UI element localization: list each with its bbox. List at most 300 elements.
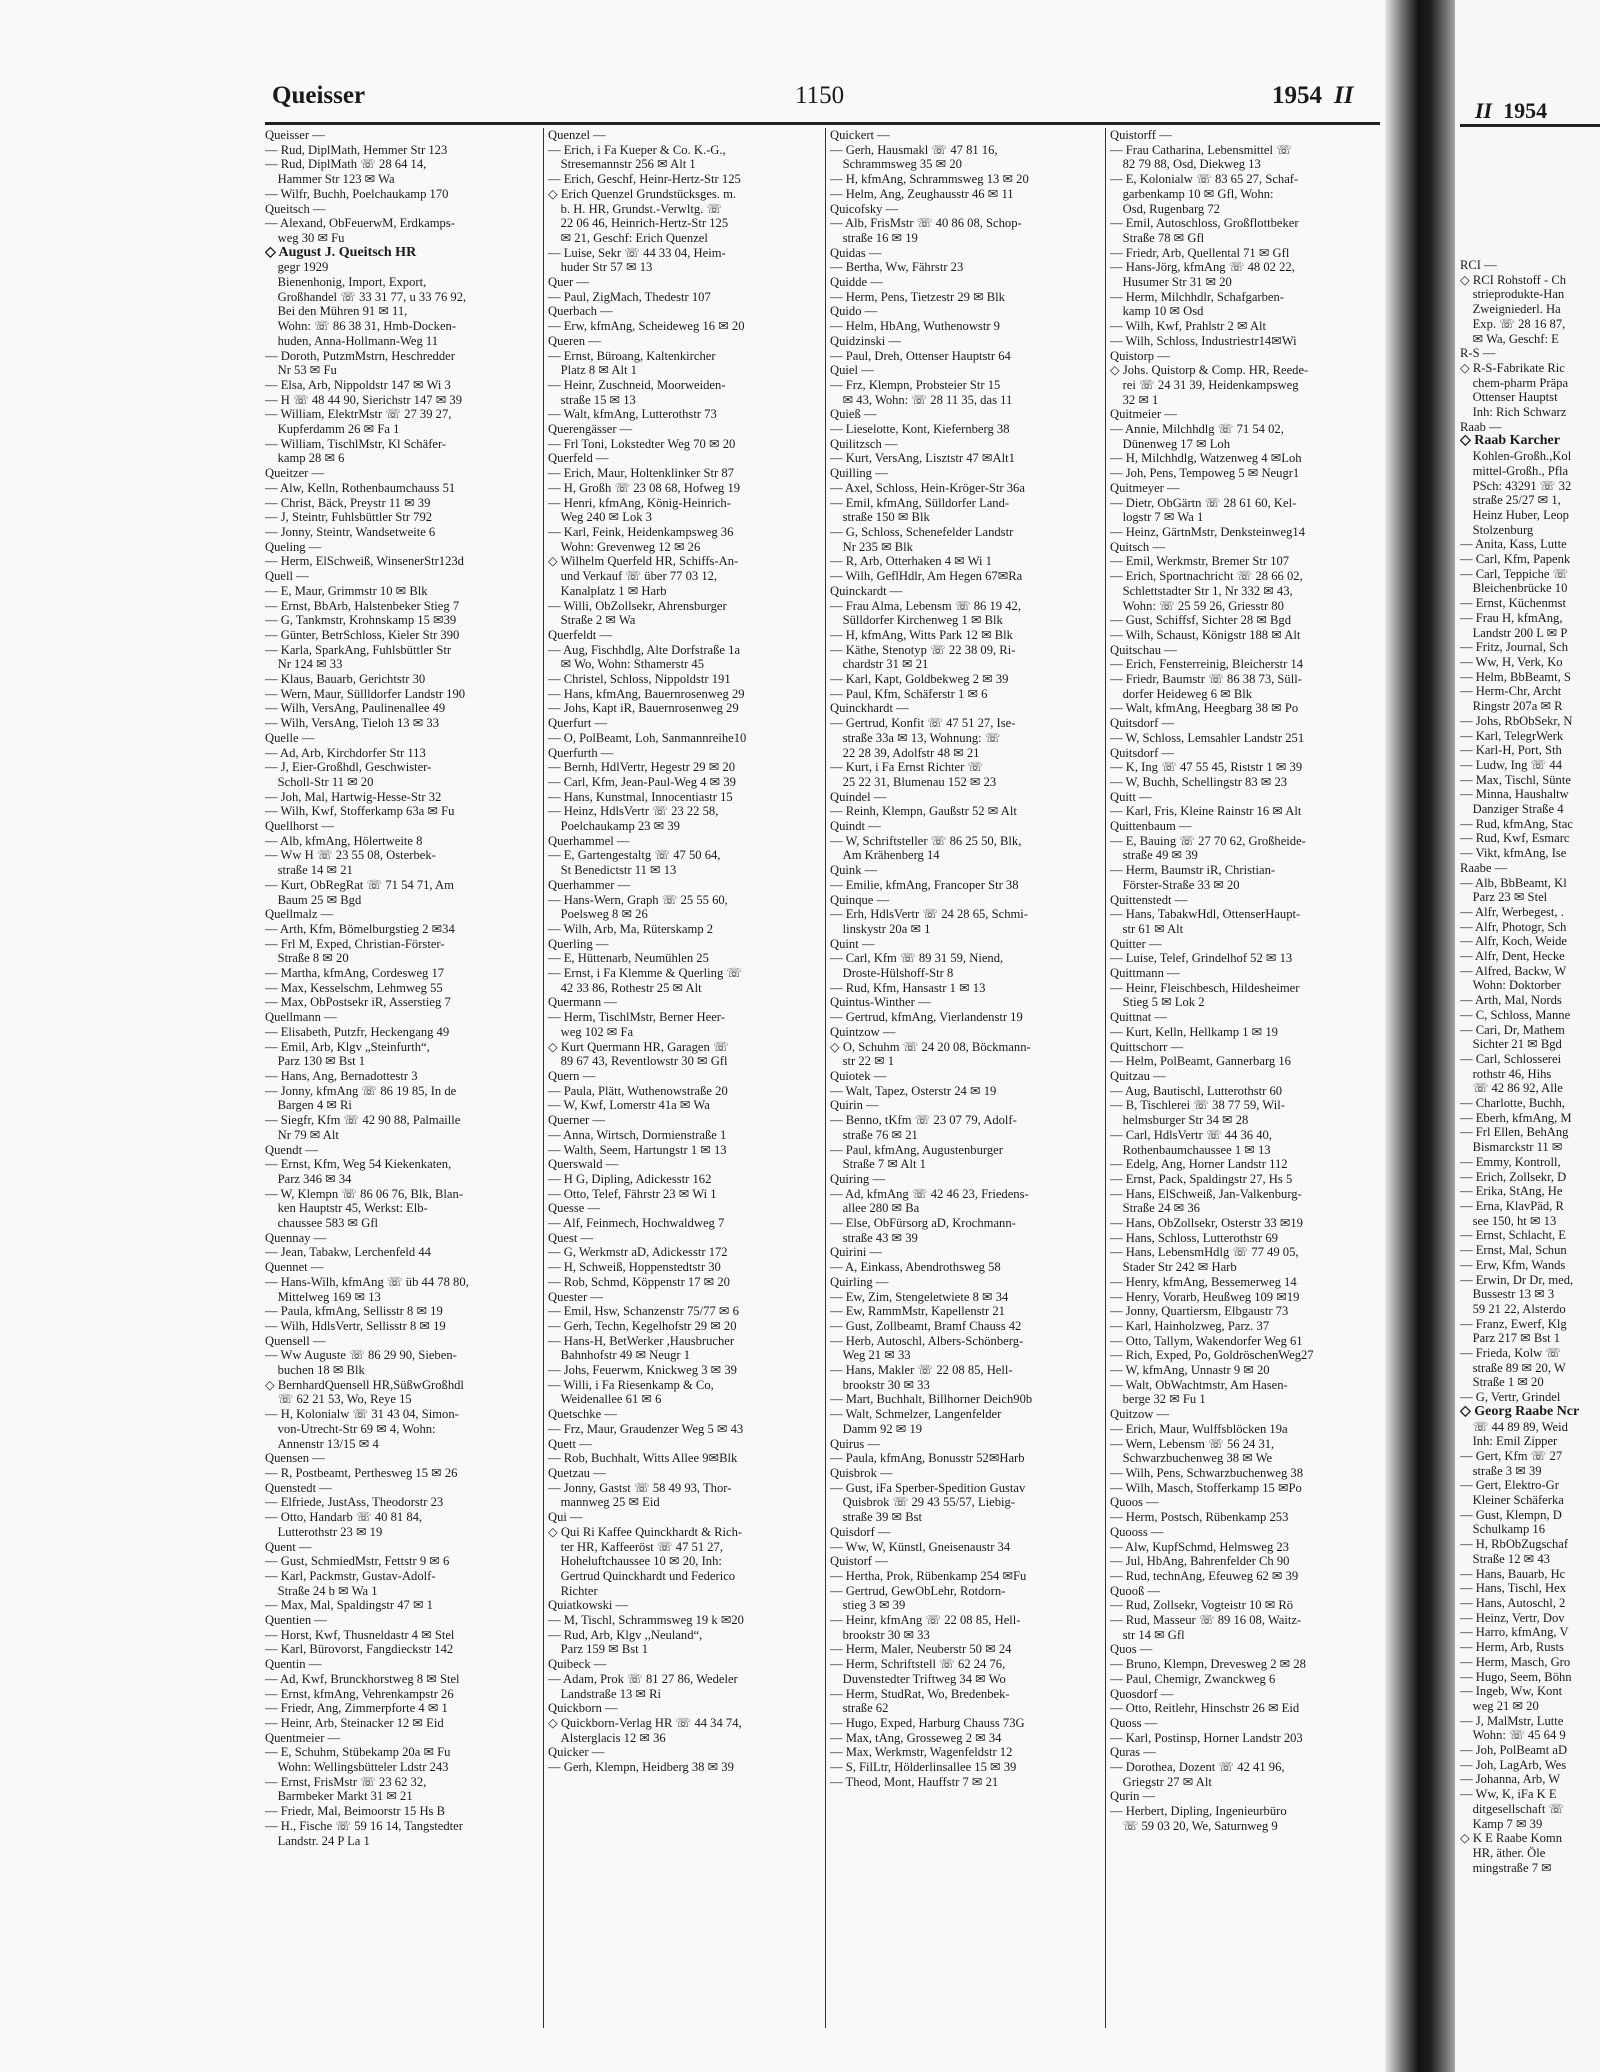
directory-entry-line: — Otto, Telef, Fährstr 23 ✉ Wi 1 — [548, 1186, 717, 1201]
directory-entry-line: — Joh, LagArb, Wes — [1460, 1757, 1567, 1772]
directory-entry-line: Quindel — — [830, 789, 887, 804]
directory-entry-line: — R, Postbeamt, Perthesweg 15 ✉ 26 — [265, 1465, 458, 1480]
directory-entry-line: Gertrud Quinckhardt und Federico — [548, 1568, 736, 1583]
directory-entry-line: — Wilh, Arb, Ma, Rüterskamp 2 — [548, 921, 714, 936]
directory-entry-line: — Herm-Chr, Archt — [1460, 684, 1562, 699]
directory-entry-line: — Franz, Ewerf, Klg — [1460, 1316, 1567, 1331]
right-header-rule — [1460, 124, 1600, 127]
directory-entry-line: — Klaus, Bauarb, Gerichtstr 30 — [265, 672, 426, 687]
directory-entry-line: — E, Gartengestaltg ☏ 47 50 64, — [548, 848, 721, 863]
directory-entry-line: — Willi, ObZollsekr, Ahrensburger — [548, 598, 727, 613]
directory-entry-line: — Hans, Bauarb, Hc — [1460, 1566, 1566, 1581]
directory-entry-line: Quickborn — — [548, 1701, 618, 1716]
directory-entry-line: Weg 240 ✉ Lok 3 — [548, 510, 652, 525]
directory-entry-line: ◇ RCI Rohstoff - Ch — [1460, 272, 1567, 287]
directory-entry-line: — Henry, Vorarb, Heußweg 109 ✉19 — [1110, 1289, 1300, 1304]
directory-entry-line: — Ernst, Mal, Schun — [1460, 1243, 1567, 1258]
directory-entry-line: — Ww H ☏ 23 55 08, Osterbek- — [265, 848, 436, 863]
directory-entry-line: — Erika, StAng, He — [1460, 1184, 1563, 1199]
directory-entry-line: 89 67 43, Reventlowstr 30 ✉ Gfl — [548, 1054, 728, 1069]
directory-entry-line: Stader Str 242 ✉ Harb — [1110, 1260, 1237, 1275]
directory-entry-line: — J, Eier-Großhdl, Geschwister- — [265, 760, 432, 775]
directory-entry-line: Quoss — — [1110, 1715, 1158, 1730]
directory-entry-line: — H, kfmAng, Schrammsweg 13 ✉ 20 — [830, 172, 1029, 187]
directory-entry-line: Quinckhardt — — [830, 701, 909, 716]
directory-entry-line: — J, MalMstr, Lutte — [1460, 1713, 1564, 1728]
directory-entry-line: rei ☏ 24 31 39, Heidenkampsweg — [1110, 377, 1299, 392]
directory-entry-line: HR, äther. Öle — [1460, 1845, 1546, 1860]
directory-entry-line: — Herm, Masch, Gro — [1460, 1654, 1571, 1669]
directory-entry-line: — Heinr, Arb, Steinacker 12 ✉ Eid — [265, 1715, 444, 1730]
directory-entry-line: — Alfr, Werbegest, . — [1460, 904, 1564, 919]
directory-entry-line: — Christ, Bäck, Preystr 11 ✉ 39 — [265, 495, 431, 510]
directory-entry-line: linskystr 20a ✉ 1 — [830, 921, 931, 936]
directory-entry-line: — Christel, Schloss, Nippoldstr 191 — [548, 672, 731, 687]
directory-entry-line: ☏ 44 89 89, Weid — [1460, 1419, 1568, 1434]
directory-entry-line: Baum 25 ✉ Bgd — [265, 892, 362, 907]
directory-entry-line: Quiotek — — [830, 1069, 887, 1083]
directory-entry-line: — Erich, Maur, Wulffsblöcken 19a — [1110, 1421, 1288, 1436]
directory-entry-line: — Eberh, kfmAng, M — [1460, 1110, 1572, 1125]
directory-entry-line: — Hans, Tischl, Hex — [1460, 1581, 1567, 1596]
directory-entry-line: — Herm, Arb, Rusts — [1460, 1640, 1564, 1655]
directory-entry-line: — Paula, Plätt, Wuthenowstraße 20 — [548, 1083, 728, 1098]
directory-entry-line: — Herm, StudRat, Wo, Bredenbek- — [830, 1686, 1010, 1701]
directory-entry-line: — Wilh, Schloss, Industriestr14✉Wi — [1110, 333, 1297, 348]
directory-entry-line: — E, Kolonialw ☏ 83 65 27, Schaf- — [1110, 172, 1299, 187]
directory-entry-line: Kupferdamm 26 ✉ Fa 1 — [265, 422, 400, 437]
directory-entry-line: St Benedictstr 11 ✉ 13 — [548, 863, 677, 878]
directory-entry-line: Quenzel — — [548, 128, 606, 142]
directory-entry-line: — Karl, TelegrWerk — [1460, 728, 1564, 743]
directory-entry-line: Quell — — [265, 569, 309, 584]
directory-entry-line: — Cari, Dr, Mathem — [1460, 1022, 1565, 1037]
directory-entry-line: — E, Schuhm, Stübekamp 20a ✉ Fu — [265, 1745, 451, 1760]
directory-entry-line: — Alfr, Koch, Weide — [1460, 934, 1568, 949]
directory-entry-line: Dünenweg 17 ✉ Loh — [1110, 436, 1231, 451]
directory-entry-line: Wohn: ☏ 45 64 9 — [1460, 1728, 1566, 1743]
directory-entry-line: — Elsa, Arb, Nippoldstr 147 ✉ Wi 3 — [265, 377, 451, 392]
directory-entry-line: ◇ Johs. Quistorp & Comp. HR, Reede- — [1110, 363, 1309, 378]
directory-entry-line: — Adam, Prok ☏ 81 27 86, Wedeler — [548, 1671, 738, 1686]
directory-entry-line: — Emil, Arb, Klgv „Steinfurth“, — [265, 1039, 430, 1054]
directory-entry-line: Wohn: Wellingsbütteler Ldstr 243 — [265, 1760, 449, 1775]
directory-entry-line: Kamp 7 ✉ 39 — [1460, 1816, 1543, 1831]
directory-entry-line: Großhandel ☏ 33 31 77, u 33 76 92, — [265, 289, 467, 304]
directory-entry-line: str 61 ✉ Alt — [1110, 921, 1184, 936]
directory-entry-line: — Jonny, Gastst ☏ 58 49 93, Thor- — [548, 1480, 732, 1495]
directory-entry-line: — Paul, ZigMach, Thedestr 107 — [548, 289, 711, 304]
directory-entry-line: straße 14 ✉ 21 — [265, 863, 353, 878]
directory-entry-line: Quitter — — [1110, 936, 1162, 951]
directory-entry-line: Bussestr 13 ✉ 3 — [1460, 1287, 1555, 1302]
directory-entry-line: Landstraße 13 ✉ Ri — [548, 1686, 662, 1701]
directory-entry-line: Parz 130 ✉ Bst 1 — [265, 1054, 366, 1069]
directory-entry-line: — Axel, Schloss, Hein-Kröger-Str 36a — [830, 480, 1025, 495]
directory-entry-line: huden, Anna-Hollmann-Weg 11 — [265, 333, 439, 348]
directory-entry-line: Querfeldt — — [548, 627, 612, 642]
directory-entry-line: Quellmann — — [265, 1010, 337, 1025]
directory-entry-line: — Carl, Kfm ☏ 89 31 59, Niend, — [830, 951, 1004, 966]
directory-entry-line: Quentin — — [265, 1657, 322, 1672]
directory-entry-line: — Helm, BbBeamt, S — [1460, 669, 1571, 684]
directory-entry-line: straße 150 ✉ Blk — [830, 510, 930, 525]
directory-entry-line: kamp 28 ✉ 6 — [265, 451, 345, 466]
directory-entry-line: Kleiner Schäferka — [1460, 1493, 1564, 1508]
directory-entry-line: Quesse — — [548, 1201, 601, 1216]
directory-entry-line: — R, Arb, Otterhaken 4 ✉ Wi 1 — [830, 554, 992, 569]
directory-entry-line: Quellmalz — — [265, 907, 334, 922]
directory-entry-line: — Johanna, Arb, W — [1460, 1772, 1561, 1787]
directory-entry-line: — Carl, Kfm, Jean-Paul-Weg 4 ✉ 39 — [548, 774, 736, 789]
directory-entry-line: berge 32 ✉ Fu 1 — [1110, 1392, 1206, 1407]
directory-entry-line: Quitschau — — [1110, 642, 1177, 657]
directory-entry-line: — Mart, Buchhalt, Billhorner Deich90b — [830, 1392, 1033, 1407]
directory-entry-line: — C, Schloss, Manne — [1460, 1007, 1571, 1022]
directory-entry-line: — Friedr, Arb, Quellental 71 ✉ Gfl — [1110, 245, 1290, 260]
directory-entry-line: Quittenstedt — — [1110, 892, 1188, 907]
directory-entry-line: — Hans-Wern, Graph ☏ 25 55 60, — [548, 892, 728, 907]
directory-entry-line: Wohn: ☏ 25 59 26, Griesstr 80 — [1110, 598, 1284, 613]
directory-entry-line: ☏ 42 86 92, Alle — [1460, 1081, 1563, 1096]
directory-entry-line: — Frz, Maur, Graudenzer Weg 5 ✉ 43 — [548, 1421, 744, 1436]
directory-entry-line: — Wilh, Pens, Schwarzbuchenweg 38 — [1110, 1465, 1304, 1480]
directory-entry-line: str 22 ✉ 1 — [830, 1054, 895, 1069]
column-1 — [265, 128, 523, 1848]
directory-entry-line: Bargen 4 ✉ Ri — [265, 1098, 352, 1113]
directory-entry-line: — Heinr, Fleischbesch, Hildesheimer — [1110, 980, 1300, 995]
directory-entry-line: Quitmeyer — — [1110, 480, 1180, 495]
directory-entry-line: — Hans-H, BetWerker ,Hausbrucher — [548, 1333, 735, 1348]
directory-entry-line: — Edelg, Ang, Horner Landstr 112 — [1110, 1157, 1288, 1172]
directory-entry-line: — Walt, kfmAng, Lutterothstr 73 — [548, 407, 717, 422]
directory-entry-line: — Henri, kfmAng, König-Heinrich- — [548, 495, 731, 510]
directory-entry-line: Raab — — [1460, 419, 1502, 434]
directory-entry-line: Zweigniederl. Ha — [1460, 302, 1561, 317]
directory-entry-line: — J, Steintr, Fuhlsbüttler Str 792 — [265, 510, 433, 525]
directory-entry-line: chem-pharm Präpa — [1460, 375, 1569, 390]
directory-entry-line: — Käthe, Stenotyp ☏ 22 38 09, Ri- — [830, 642, 1016, 657]
directory-entry-line: — Annie, Milchhdlg ☏ 71 54 02, — [1110, 422, 1284, 437]
directory-entry-line: — Kurt, VersAng, Lisztstr 47 ✉Alt1 — [830, 451, 1015, 466]
directory-entry-line: Hammer Str 123 ✉ Wa — [265, 172, 395, 187]
directory-entry-line: — H., Fische ☏ 59 16 14, Tangstedter — [265, 1818, 463, 1833]
directory-entry-line: — Willi, i Fa Riesenkamp & Co, — [548, 1377, 714, 1392]
directory-entry-line: Quistorff — — [1110, 128, 1172, 142]
running-head-name: Queisser — [272, 82, 366, 109]
directory-entry-line: — A, Einkass, Abendrothsweg 58 — [830, 1260, 1001, 1275]
directory-entry-line: Nr 79 ✉ Alt — [265, 1127, 339, 1142]
directory-entry-line: — Aug, Fischhdlg, Alte Dorfstraße 1a — [548, 642, 741, 657]
directory-entry-line: — Erwin, Dr Dr, med, — [1460, 1272, 1574, 1287]
directory-entry-line: Quisbrok ☏ 29 43 55/57, Liebig- — [830, 1495, 1016, 1510]
directory-entry-line: — Hans, kfmAng, Bauernrosenweg 29 — [548, 686, 745, 701]
directory-entry-line: — Wern, Maur, Süllldorfer Landstr 190 — [265, 686, 466, 701]
directory-entry-line: — Joh, Pens, Tempoweg 5 ✉ Neugr1 — [1110, 466, 1300, 481]
directory-entry-line: Querhammel — — [548, 833, 630, 848]
directory-entry-line: chaussee 583 ✉ Gfl — [265, 1216, 379, 1231]
directory-entry-line: — Else, ObFürsorg aD, Krochmann- — [830, 1216, 1016, 1231]
directory-entry-line: — Hans, LebensmHdlg ☏ 77 49 05, — [1110, 1245, 1299, 1260]
directory-entry-line: — Max, ObPostsekr iR, Asserstieg 7 — [265, 995, 451, 1010]
directory-entry-line: Quilling — — [830, 466, 888, 481]
directory-entry-line: Schulkamp 16 — [1460, 1522, 1546, 1537]
directory-entry-line: — Gertrud, Konfit ☏ 47 51 27, Ise- — [830, 716, 1016, 731]
directory-entry-line: — Jul, HbAng, Bahrenfelder Ch 90 — [1110, 1554, 1290, 1569]
part-label: II — [1334, 82, 1354, 109]
directory-entry-line: — Lieselotte, Kont, Kiefernberg 38 — [830, 422, 1010, 437]
directory-entry-line: helmsburger Str 34 ✉ 28 — [1110, 1113, 1249, 1128]
directory-entry-line: Quellhorst — — [265, 819, 334, 834]
directory-entry-line: — Herm, Maler, Neuberstr 50 ✉ 24 — [830, 1642, 1012, 1657]
directory-entry-line: — Ernst, Schlacht, E — [1460, 1228, 1566, 1243]
directory-entry-line: Schlettstadter Str 1, Nr 332 ✉ 43, — [1110, 583, 1293, 598]
directory-entry-line: Bahnhofstr 49 ✉ Neugr 1 — [548, 1348, 691, 1363]
directory-entry-line: — Wilh, Masch, Stofferkamp 15 ✉Po — [1110, 1480, 1302, 1495]
directory-entry-line: — Aug, Bautischl, Lutterothstr 60 — [1110, 1083, 1283, 1098]
directory-entry-line: — B, Tischlerei ☏ 38 77 59, Wil- — [1110, 1098, 1285, 1113]
directory-entry-line: chardstr 31 ✉ 21 — [830, 657, 929, 672]
directory-entry-line: — Rob, Schmd, Köppenstr 17 ✉ 20 — [548, 1274, 730, 1289]
directory-entry-line: — Anita, Kass, Lutte — [1460, 537, 1567, 552]
directory-entry-line: Querengässer — — [548, 422, 633, 437]
right-year-label: 1954 — [1503, 98, 1548, 123]
directory-entry-line: — Rud, DiplMath, Hemmer Str 123 — [265, 142, 448, 157]
directory-entry-line: — Ernst, FrisMstr ☏ 23 62 32, — [265, 1774, 427, 1789]
directory-entry-line: straße 76 ✉ 21 — [830, 1127, 918, 1142]
directory-entry-line: Stresemannstr 256 ✉ Alt 1 — [548, 157, 696, 172]
directory-entry-line: — Alw, KupfSchmd, Helmsweg 23 — [1110, 1539, 1289, 1554]
directory-entry-line: — Rud, Masseur ☏ 89 16 08, Waitz- — [1110, 1613, 1302, 1628]
directory-entry-line: Wohn: Doktorber — [1460, 978, 1561, 993]
directory-entry-line: — Wilh, Schaust, Königstr 188 ✉ Alt — [1110, 627, 1301, 642]
directory-entry-line: straße 39 ✉ Bst — [830, 1510, 923, 1525]
directory-entry-line: Quoos — — [1110, 1495, 1159, 1510]
directory-entry-line: ◇ Quickborn-Verlag HR ☏ 44 34 74, — [548, 1715, 742, 1730]
directory-entry-line: Quintus-Winther — — [830, 995, 931, 1010]
directory-entry-line: — Herb, Autoschl, Albers-Schönberg- — [830, 1333, 1024, 1348]
directory-entry-line: — Alb, BbBeamt, Kl — [1460, 875, 1567, 890]
directory-entry-line: — Bruno, Klempn, Drevesweg 2 ✉ 28 — [1110, 1657, 1306, 1672]
directory-entry-line: Inh: Rich Schwarz — [1460, 405, 1567, 420]
directory-entry-line: Querfurt — — [548, 716, 608, 731]
directory-entry-line: — Max, tAng, Grosseweg 2 ✉ 34 — [830, 1730, 1002, 1745]
directory-entry-line: straße 33a ✉ 13, Wohnung: ☏ — [830, 730, 1001, 745]
directory-entry-line: Bei den Mühren 91 ✉ 11, — [265, 304, 408, 319]
directory-entry-line: 22 06 46, Heinrich-Hertz-Str 125 — [548, 216, 729, 231]
directory-entry-line: Wohn: Grevenweg 12 ✉ 26 — [548, 539, 701, 554]
directory-entry-line: Quittnat — — [1110, 1010, 1168, 1025]
directory-entry-line: PSch: 43291 ☏ 32 — [1460, 478, 1572, 493]
directory-entry-line: Parz 346 ✉ 34 — [265, 1171, 352, 1186]
directory-entry-line: — Gert, Elektro-Gr — [1460, 1478, 1559, 1493]
directory-entry-line: Ottenser Hauptst — [1460, 390, 1558, 405]
directory-entry-line: Nr 235 ✉ Blk — [830, 539, 913, 554]
directory-entry-line: Qui — — [548, 1510, 583, 1525]
directory-entry-line: Bleichenbrücke 10 — [1460, 581, 1568, 596]
directory-entry-line: — Frl Toni, Lokstedter Weg 70 ✉ 20 — [548, 436, 736, 451]
directory-entry-line: straße 16 ✉ 19 — [830, 230, 918, 245]
directory-entry-line: str 14 ✉ Gfl — [1110, 1627, 1185, 1642]
header-rule — [265, 122, 1380, 125]
directory-entry-line: Quitmeier — — [1110, 407, 1177, 422]
directory-entry-line: — Anna, Wirtsch, Dormienstraße 1 — [548, 1127, 727, 1142]
directory-entry-line: — Joh, PolBeamt aD — [1460, 1743, 1568, 1758]
directory-entry-line: — Emil, Autoschloss, Großflottbeker — [1110, 216, 1299, 231]
directory-entry-line: — Alfr, Dent, Hecke — [1460, 949, 1565, 964]
directory-entry-line: — Gertrud, GewObLehr, Rotdorn- — [830, 1583, 1006, 1598]
directory-entry-line: Quetzau — — [548, 1465, 606, 1480]
directory-entry-line: — Rud, Arb, Klgv ,,Neuland“, — [548, 1627, 703, 1642]
directory-entry-line: — W, Buchh, Schellingstr 83 ✉ 23 — [1110, 774, 1288, 789]
directory-entry-line: — Paul, Kfm, Schäferstr 1 ✉ 6 — [830, 686, 988, 701]
directory-entry-line: Husumer Str 31 ✉ 20 — [1110, 275, 1232, 290]
directory-entry-line: — Dietr, ObGärtn ☏ 28 61 60, Kel- — [1110, 495, 1297, 510]
directory-entry-line: Alsterglacis 12 ✉ 36 — [548, 1730, 666, 1745]
directory-entry-line: 42 33 86, Rothestr 25 ✉ Alt — [548, 980, 702, 995]
directory-entry-line: Schrammsweg 35 ✉ 20 — [830, 157, 962, 172]
directory-entry-line: Quinckardt — — [830, 583, 903, 598]
directory-entry-line: ◇ Wilhelm Querfeld HR, Schiffs-An- — [548, 554, 739, 569]
directory-entry-line: Quennay — — [265, 1230, 327, 1245]
directory-entry-line: — Alf, Feinmech, Hochwaldweg 7 — [548, 1216, 725, 1231]
directory-entry-line: 25 22 31, Blumenau 152 ✉ 23 — [830, 774, 997, 789]
directory-entry-line: Querner — — [548, 1113, 605, 1128]
directory-entry-line: — G, Tankmstr, Krohnskamp 15 ✉39 — [265, 613, 457, 628]
directory-entry-line: — Alb, kfmAng, Hölertweite 8 — [265, 833, 423, 848]
directory-entry-line: — Günter, BetrSchloss, Kieler Str 390 — [265, 627, 460, 642]
directory-entry-line: — Frau Catharina, Lebensmittel ☏ — [1110, 142, 1292, 157]
directory-entry-line: Quitsdorf — — [1110, 745, 1175, 760]
year-label: 1954 — [1272, 82, 1322, 109]
directory-entry-line: — Karl, Packmstr, Gustav-Adolf- — [265, 1568, 436, 1583]
directory-entry-line: — Gerh, Hausmakl ☏ 47 81 16, — [830, 142, 998, 157]
directory-entry-line: Heinz Huber, Leop — [1460, 507, 1569, 522]
directory-entry-line: Exp. ☏ 28 16 87, — [1460, 316, 1566, 331]
directory-entry-line: Osd, Rugenbarg 72 — [1110, 201, 1220, 216]
directory-entry-line: — Emil, kfmAng, Sülldorfer Land- — [830, 495, 1010, 510]
directory-entry-line: — Kurt, i Fa Ernst Richter ☏ — [830, 760, 984, 775]
directory-entry-line: Querbach — — [548, 304, 613, 319]
directory-entry-line: Sichter 21 ✉ Bgd — [1460, 1037, 1562, 1052]
directory-entry-line: ◇ R-S-Fabrikate Ric — [1460, 360, 1565, 375]
directory-entry-line: — Herbert, Dipling, Ingenieurbüro — [1110, 1804, 1287, 1819]
directory-entry-line: Quieß — — [830, 407, 877, 422]
directory-entry-line: Nr 53 ✉ Fu — [265, 363, 337, 378]
directory-entry-line: Förster-Straße 33 ✉ 20 — [1110, 877, 1240, 892]
directory-entry-line: — W, Kwf, Lomerstr 41a ✉ Wa — [548, 1098, 710, 1113]
directory-entry-line: — Karl, Kapt, Goldbekweg 2 ✉ 39 — [830, 672, 1009, 687]
directory-entry-line: brookstr 30 ✉ 33 — [830, 1627, 930, 1642]
directory-entry-line: — H ☏ 48 44 90, Sierichstr 147 ✉ 39 — [265, 392, 463, 407]
directory-entry-line: kamp 10 ✉ Osd — [1110, 304, 1204, 319]
directory-entry-line: — Paul, Dreh, Ottenser Hauptstr 64 — [830, 348, 1011, 363]
directory-entry-line: — Hugo, Exped, Harburg Chauss 73G — [830, 1715, 1025, 1730]
directory-entry-line: — Frl Ellen, BehAng — [1460, 1125, 1569, 1140]
directory-entry-line: — Arth, Mal, Nords — [1460, 993, 1562, 1008]
directory-entry-line: Queitzer — — [265, 466, 325, 481]
directory-entry-line: — Erh, HdlsVertr ☏ 24 28 65, Schmi- — [830, 907, 1028, 922]
directory-entry-line: 59 21 22, Alsterdo — [1460, 1301, 1566, 1316]
directory-entry-line: — Joh, Mal, Hartwig-Hesse-Str 32 — [265, 789, 442, 804]
directory-entry-line: Quido — — [830, 304, 878, 319]
directory-entry-line: Quink — — [830, 863, 878, 878]
directory-entry-line: — Karla, SparkAng, Fuhlsbüttler Str — [265, 642, 452, 657]
directory-entry-line: Quicofsky — — [830, 201, 899, 216]
directory-entry-line: — Reinh, Klempn, Gaußstr 52 ✉ Alt — [830, 804, 1017, 819]
directory-entry-line: — Gerh, Klempn, Heidberg 38 ✉ 39 — [548, 1760, 734, 1775]
directory-entry-line: Barmbeker Markt 31 ✉ 21 — [265, 1789, 413, 1804]
directory-entry-line: — Karl, Bürovorst, Fangdieckstr 142 — [265, 1642, 454, 1657]
directory-entry-line: Quern — — [548, 1069, 596, 1083]
directory-entry-line: Poelchaukamp 23 ✉ 39 — [548, 819, 680, 834]
directory-entry-line: — Wilh, Kwf, Prahlstr 2 ✉ Alt — [1110, 319, 1267, 334]
directory-entry-line: ◇ Kurt Quermann HR, Garagen ☏ — [548, 1039, 729, 1054]
directory-entry-line: — Erich, Geschf, Heinr-Hertz-Str 125 — [548, 172, 741, 187]
directory-entry-line: Parz 217 ✉ Bst 1 — [1460, 1331, 1561, 1346]
directory-entry-line: — Max, Tischl, Sünte — [1460, 772, 1571, 787]
directory-entry-line: — Ww Auguste ☏ 86 29 90, Sieben- — [265, 1348, 457, 1363]
directory-entry-line: — Ingeb, Ww, Kont — [1460, 1684, 1563, 1699]
directory-entry-line: — M, Tischl, Schrammsweg 19 k ✉20 — [548, 1613, 744, 1628]
directory-entry-line: — Kurt, Kelln, Hellkamp 1 ✉ 19 — [1110, 1024, 1278, 1039]
directory-entry-line: Quentien — — [265, 1613, 327, 1628]
directory-entry-line: — Gust, Zollbeamt, Bramf Chauss 42 — [830, 1318, 1022, 1333]
directory-entry-line: — Otto, Tallym, Wakendorfer Weg 61 — [1110, 1333, 1303, 1348]
directory-entry-line: ☏ 62 21 53, Wo, Reye 15 — [265, 1392, 412, 1407]
directory-entry-line: — Rud, Kwf, Esmarc — [1460, 831, 1570, 846]
directory-entry-line: Quirling — — [830, 1274, 889, 1289]
directory-entry-line: — Kurt, ObRegRat ☏ 71 54 71, Am — [265, 877, 454, 892]
directory-entry-line: — Frl M, Exped, Christian-Förster- — [265, 936, 445, 951]
directory-entry-line: — E, Hüttenarb, Neumühlen 25 — [548, 951, 709, 966]
directory-entry-line: — Ludw, Ing ☏ 44 — [1460, 757, 1563, 772]
directory-entry-line: — Henry, kfmAng, Bessemerweg 14 — [1110, 1274, 1297, 1289]
directory-entry-line: — Wern, Lebensm ☏ 56 24 31, — [1110, 1436, 1275, 1451]
directory-entry-line: und Verkauf ☏ über 77 03 12, — [548, 569, 718, 584]
directory-entry-line: — Heinz, GärtnMstr, Denksteinweg14 — [1110, 524, 1306, 539]
directory-entry-line: Quentmeier — — [265, 1730, 341, 1745]
directory-entry-line: Quirini — — [830, 1245, 883, 1260]
directory-entry-line: Quinque — — [830, 892, 890, 907]
directory-entry-line: ✉ Wo, Wohn: Sthamerstr 45 — [548, 657, 705, 672]
directory-entry-line: Quest — — [548, 1230, 594, 1245]
directory-entry-line: ✉ 21, Geschf: Erich Quenzel — [548, 230, 708, 245]
directory-entry-line: — Erich, Sportnachricht ☏ 28 66 02, — [1110, 569, 1303, 584]
directory-entry-line: Parz 159 ✉ Bst 1 — [548, 1642, 649, 1657]
directory-entry-line: straße 49 ✉ 39 — [1110, 848, 1198, 863]
right-column — [1460, 258, 1600, 1875]
directory-entry-line: Quos — — [1110, 1642, 1153, 1657]
directory-entry-line: — Helm, PolBeamt, Gannerbarg 16 — [1110, 1054, 1291, 1069]
directory-entry-line: Parz 23 ✉ Stel — [1460, 890, 1548, 905]
directory-entry-line: ter HR, Kaffeeröst ☏ 47 51 27, — [548, 1539, 724, 1554]
directory-entry-line: RCI — — [1460, 258, 1497, 272]
directory-entry-line: — Alexand, ObFeuerwM, Erdkamps- — [265, 216, 455, 231]
directory-entry-line: — Fritz, Journal, Sch — [1460, 640, 1569, 655]
directory-entry-line: — Ernst, Büroang, Kaltenkircher — [548, 348, 716, 363]
directory-entry-line: — Herm, Baumstr iR, Christian- — [1110, 863, 1276, 878]
directory-entry-line: allee 280 ✉ Ba — [830, 1201, 920, 1216]
directory-entry-line: — Karl, Fris, Kleine Rainstr 16 ✉ Alt — [1110, 804, 1302, 819]
directory-entry-line: Weidenallee 61 ✉ 6 — [548, 1392, 662, 1407]
directory-entry-line: — Doroth, PutzmMstrn, Heschredder — [265, 348, 455, 363]
right-part-label: II — [1475, 98, 1493, 123]
directory-entry-line: — Max, Kesselschm, Lehmweg 55 — [265, 980, 443, 995]
directory-entry-line: Raabe — — [1460, 860, 1508, 875]
directory-entry-line: ◇ Qui Ri Kaffee Quinckhardt & Rich- — [548, 1524, 743, 1539]
directory-entry-line: — Hans, TabakwHdl, OttenserHaupt- — [1110, 907, 1301, 922]
